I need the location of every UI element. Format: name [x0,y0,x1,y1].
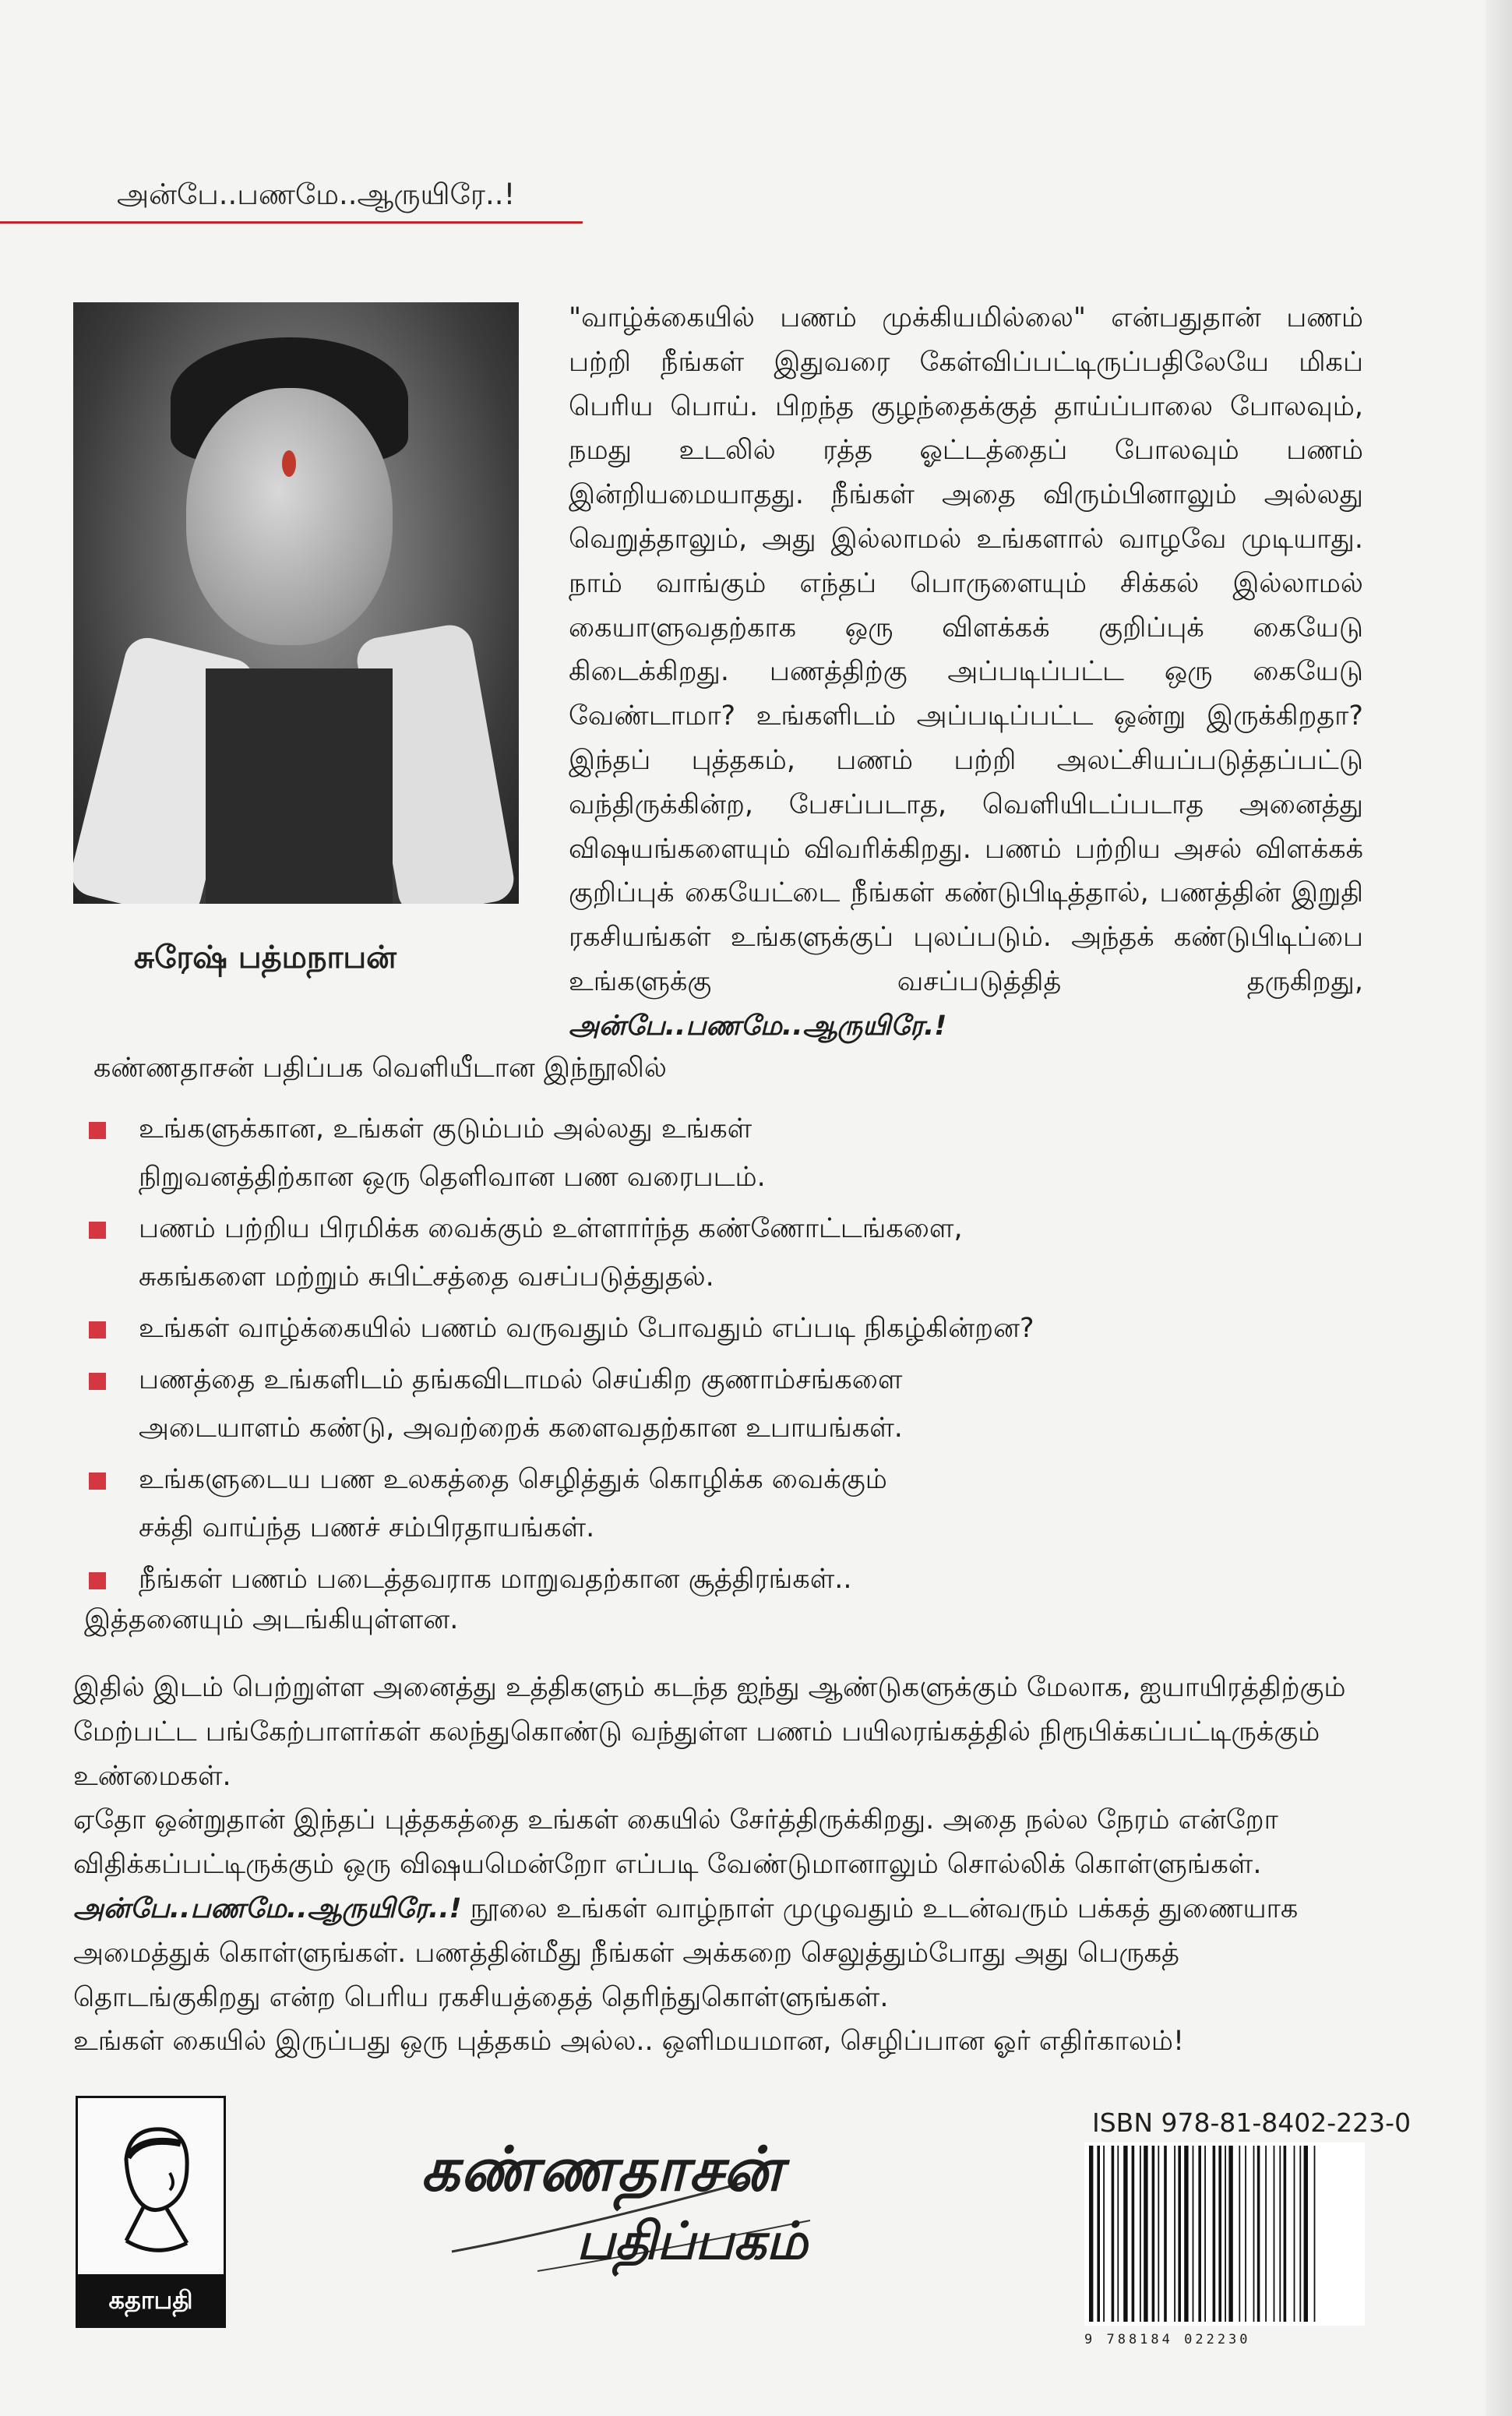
outro-paragraph-1: இதில் இடம் பெற்றுள்ள அனைத்து உத்திகளும் கடந்த ஐந்து ஆண்டுகளுக்கும் மேலாக, ஐயாயிரத்திற்கும் மேற்பட்ட பங்கேற்பாளர்கள் கலந்துகொண்டு வந்துள்ள பணம் பயிலரங்கத்தில் நிரூபிக்கப்பட்டிருக்கும் உண்மைகள். [73,1672,1346,1792]
author-name: சுரேஷ் பத்மநாபன் [134,940,397,975]
outro-text [73,1666,1351,2064]
barcode-icon [1084,2143,1365,2326]
photo-tilak [282,450,296,477]
contents-intro: கண்ணதாசன் பதிப்பக வெளியீடான இந்நூலில் [93,1053,667,1084]
list-item [84,1204,1253,1301]
outro-text-span: ஏதோ ஒன்றுதான் இந்தப் புத்தகத்தை உங்கள் கையில் சேர்த்திருக்கிறது. அதை நல்ல நேரம் என்றோ விதிக்கப்பட்டிருக்கும் ஒரு விஷயமென்றோ எப்படி வேண்டுமானாலும் சொல்லிக் கொள்ளுங்கள். [73,1804,1278,1881]
intro-paragraph [569,296,1363,1049]
photo-face [186,388,393,645]
isbn-number: ISBN 978-81-8402-223-0 [1092,2107,1412,2138]
bullet-square-icon [89,1473,106,1490]
header-rule [0,221,583,224]
list-item-line: உங்களுடைய பண உலகத்தை செழித்துக் கொழிக்க வைக்கும் [139,1464,887,1495]
publisher-name-top: கண்ணதாசன் [421,2135,783,2205]
list-item [84,1356,1253,1452]
kathapathi-logo [76,2096,226,2328]
bullet-square-icon [89,1222,106,1239]
list-item-line: நீங்கள் பணம் படைத்தவராக மாறுவதற்கான சூத்திரங்கள்.. [139,1564,852,1595]
barcode-digits: 9 788184 022230 [1084,2332,1251,2347]
list-item [84,1555,1253,1603]
list-item-line: நிறுவனத்திற்கான ஒரு தெளிவான பண வரைபடம். [139,1162,766,1193]
list-item-line: பணத்தை உங்களிடம் தங்கவிடாமல் செய்கிற குணாம்சங்களை [139,1364,903,1395]
list-item [84,1455,1253,1552]
contents-list [84,1105,1253,1607]
publisher-name-bottom: பதிப்பகம் [576,2211,808,2271]
portrait-sketch-icon [95,2112,204,2268]
intro-title-emphasis: அன்பே..பணமே..ஆருயிரே.! [569,1010,947,1042]
outro-title-emphasis: அன்பே..பணமே..ஆருயிரே..! [73,1892,462,1924]
bullet-square-icon [89,1373,106,1390]
outro-paragraph-3: உங்கள் கையில் இருப்பது ஒரு புத்தகம் அல்ல.. ஒளிமயமான, செழிப்பான ஓர் எதிர்காலம்! [73,2026,1185,2058]
photo-shirt [206,668,393,904]
list-item-line: உங்கள் வாழ்க்கையில் பணம் வருவதும் போவதும் எப்படி நிகழ்கின்றன? [139,1313,1034,1344]
list-item [84,1105,1253,1201]
list-item-line: பணம் பற்றிய பிரமிக்க வைக்கும் உள்ளார்ந்த கண்ணோட்டங்களை, [139,1213,963,1244]
bullet-square-icon [89,1321,106,1338]
publisher-wordmark [421,2135,826,2291]
logo-label: கதாபதி [78,2274,224,2326]
list-item-line: உங்களுக்கான, உங்கள் குடும்பம் அல்லது உங்கள் [139,1113,752,1145]
list-item-line: சுகங்களை மற்றும் சுபிட்சத்தை வசப்படுத்துதல். [139,1261,714,1293]
bullet-square-icon [89,1122,106,1139]
bullet-square-icon [89,1572,106,1589]
list-item [84,1304,1253,1353]
author-photo [73,302,519,904]
list-item-line: அடையாளம் கண்டு, அவற்றைக் களைவதற்கான உபாயங்கள். [139,1413,903,1444]
outro-paragraph-2 [73,1798,1351,2019]
contents-summary: இத்தனையும் அடங்கியுள்ளன. [84,1604,459,1635]
outro-text-span: நூலை உங்கள் வாழ்நாள் முழுவதும் உடன்வரும் பக்கத் துணையாக அமைத்துக் கொள்ளுங்கள். பணத்தின்மீது நீங்கள் அக்கறை செலுத்தும்போது அது பெருகத் தொடங்குகிறது என்ற பெரிய ரகசியத்தைத் தெரிந்துகொள்ளுங்கள். [73,1892,1299,2013]
intro-body: "வாழ்க்கையில் பணம் முக்கியமில்லை" என்பதுதான் பணம் பற்றி நீங்கள் இதுவரை கேள்விப்பட்டிருப்பதிலேயே மிகப் பெரிய பொய். பிறந்த குழந்தைக்குத் தாய்ப்பாலை போலவும், நமது உடலில் ரத்த ஓட்டத்தைப் போலவும் பணம் இன்றியமையாதது. நீங்கள் அதை விரும்பினாலும் அல்லது வெறுத்தாலும், அது இல்லாமல் உங்களால் வாழவே முடியாது. நாம் வாங்கும் எந்தப் பொருளையும் சிக்கல் இல்லாமல் கையாளுவதற்காக ஒரு விளக்கக் குறிப்புக் கையேடு கிடைக்கிறது. பணத்திற்கு அப்படிப்பட்ட ஒரு கையேடு வேண்டாமா? உங்களிடம் அப்படிப்பட்ட ஒன்று இருக்கிறதா?இந்தப் புத்தகம், பணம் பற்றி அலட்சியப்படுத்தப்பட்டு வந்திருக்கின்ற, பேசப்படாத, வெளியிடப்படாத அனைத்து விஷயங்களையும் விவரிக்கிறது. பணம் பற்றிய அசல் விளக்கக் குறிப்புக் கையேட்டை நீங்கள் கண்டுபிடித்தால், பணத்தின் இறுதி ரகசியங்கள் உங்களுக்குப் புலப்படும். அந்தக் கண்டுபிடிப்பை உங்களுக்கு வசப்படுத்தித் தருகிறது, [569,302,1363,997]
list-item-line: சக்தி வாய்ந்த பணச் சம்பிரதாயங்கள். [139,1512,595,1543]
page-edge [1486,0,1512,2416]
book-title-header: அன்பே..பணமே..ஆருயிரே..! [117,178,516,211]
